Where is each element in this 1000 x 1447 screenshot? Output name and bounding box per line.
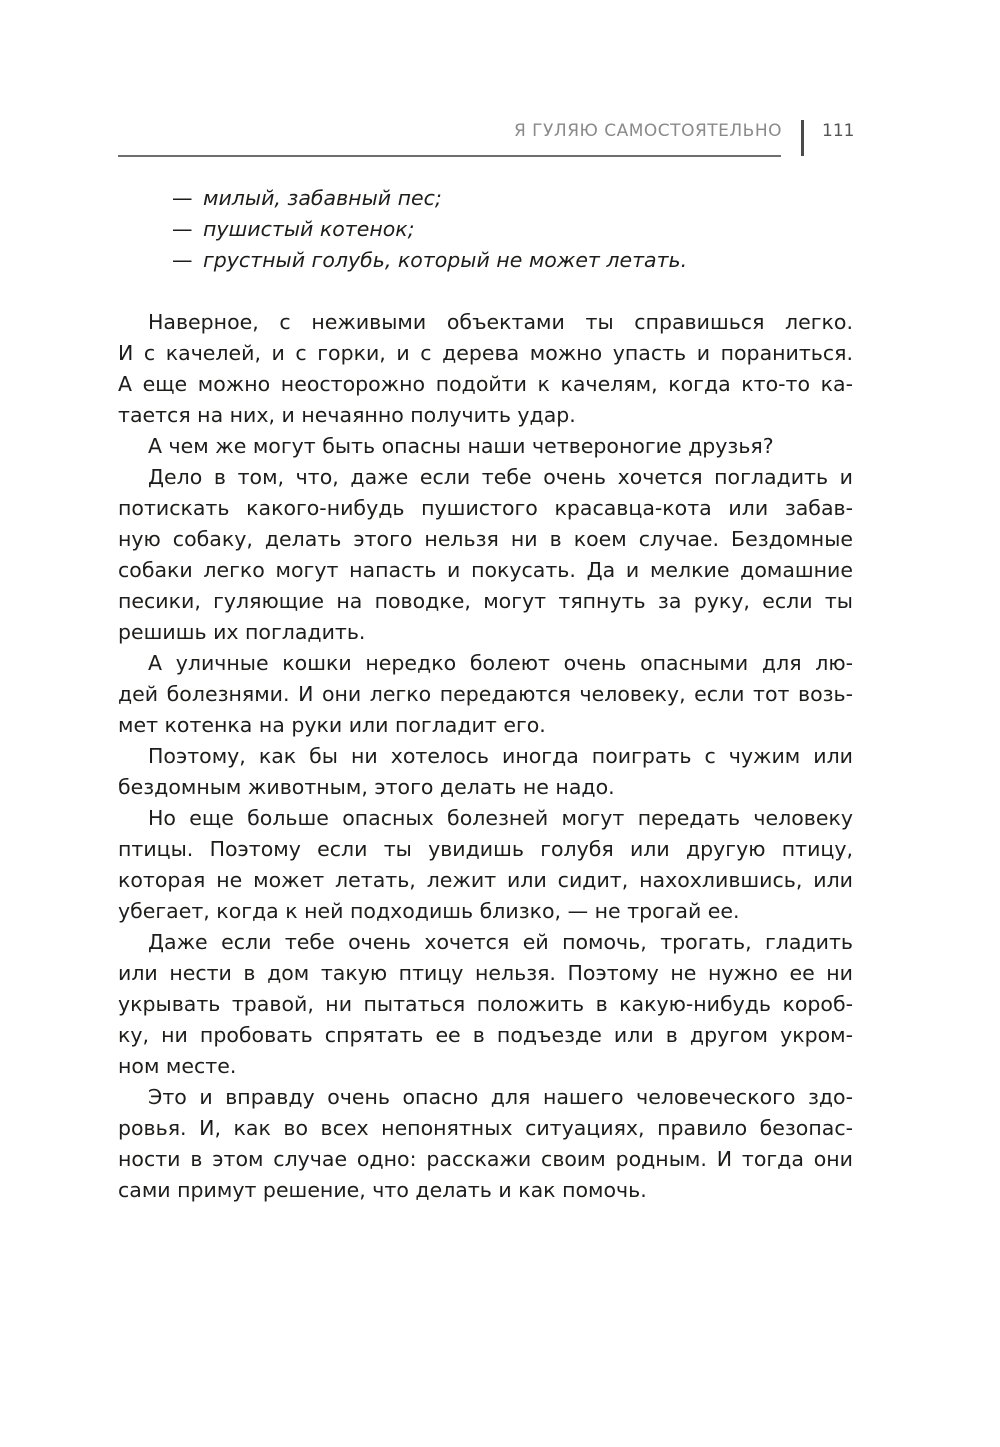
text-line: убегает, когда к ней подходишь близко, — не трогай ее. bbox=[118, 899, 740, 923]
text-line: или нести в дом такую птицу нельзя. Поэтому не нужно ее ни bbox=[118, 961, 853, 985]
dash-list bbox=[172, 183, 872, 276]
body-text bbox=[118, 307, 853, 1206]
text-line: Наверное, с неживыми объектами ты справишься легко. bbox=[148, 310, 853, 334]
text-line: А уличные кошки нередко болеют очень опасными для лю- bbox=[148, 651, 853, 675]
text-line: А чем же могут быть опасны наши четвероногие друзья? bbox=[148, 434, 774, 458]
header-divider bbox=[801, 120, 804, 156]
text-line: Это и вправду очень опасно для нашего человеческого здо- bbox=[148, 1085, 853, 1109]
text-line: ровья. И, как во всех непонятных ситуациях, правило безопас- bbox=[118, 1116, 853, 1140]
text-line: Но еще больше опасных болезней могут передать человеку bbox=[148, 806, 853, 830]
list-dash: — bbox=[172, 186, 193, 210]
list-dash: — bbox=[172, 217, 193, 241]
text-line: Даже если тебе очень хочется ей помочь, трогать, гладить bbox=[148, 930, 853, 954]
text-line: И с качелей, и с горки, и с дерева можно упасть и пораниться. bbox=[118, 341, 853, 365]
text-line: Дело в том, что, даже если тебе очень хочется погладить и bbox=[148, 465, 853, 489]
text-line: Поэтому, как бы ни хотелось иногда поиграть с чужим или bbox=[148, 744, 853, 768]
text-line: собаки легко могут напасть и покусать. Да и мелкие домашние bbox=[118, 558, 853, 582]
running-title: Я ГУЛЯЮ САМОСТОЯТЕЛЬНО bbox=[513, 121, 782, 141]
header-rule bbox=[118, 155, 781, 157]
page-number: 111 bbox=[822, 121, 855, 141]
text-line: сами примут решение, что делать и как помочь. bbox=[118, 1178, 647, 1202]
text-line: ности в этом случае одно: расскажи своим родным. И тогда они bbox=[118, 1147, 853, 1171]
list-item bbox=[172, 214, 872, 245]
text-line: птицы. Поэтому если ты увидишь голубя или другую птицу, bbox=[118, 837, 853, 861]
text-line: А еще можно неосторожно подойти к качелям, когда кто-то ка- bbox=[118, 372, 853, 396]
list-item bbox=[172, 183, 872, 214]
text-line: ку, ни пробовать спрятать ее в подъезде или в другом укром- bbox=[118, 1023, 853, 1047]
text-line: решишь их погладить. bbox=[118, 620, 366, 644]
list-item-text: милый, забавный пес; bbox=[203, 186, 442, 210]
text-line: которая не может летать, лежит или сидит, нахохлившись, или bbox=[118, 868, 853, 892]
page-header bbox=[0, 0, 1000, 170]
text-line: бездомным животным, этого делать не надо. bbox=[118, 775, 615, 799]
text-line: потискать какого-нибудь пушистого красавца-кота или забав- bbox=[118, 496, 853, 520]
text-line: дей болезнями. И они легко передаются человеку, если тот возь- bbox=[118, 682, 853, 706]
text-line: песики, гуляющие на поводке, могут тяпнуть за руку, если ты bbox=[118, 589, 853, 613]
text-line: укрывать травой, ни пытаться положить в какую-нибудь короб- bbox=[118, 992, 853, 1016]
list-item-text: пушистый котенок; bbox=[203, 217, 415, 241]
text-line: тается на них, и нечаянно получить удар. bbox=[118, 403, 576, 427]
list-item bbox=[172, 245, 872, 276]
text-line: ную собаку, делать этого нельзя ни в коем случае. Бездомные bbox=[118, 527, 853, 551]
text-line: ном месте. bbox=[118, 1054, 237, 1078]
text-line: мет котенка на руки или погладит его. bbox=[118, 713, 546, 737]
list-item-text: грустный голубь, который не может летать. bbox=[203, 248, 688, 272]
list-dash: — bbox=[172, 248, 193, 272]
